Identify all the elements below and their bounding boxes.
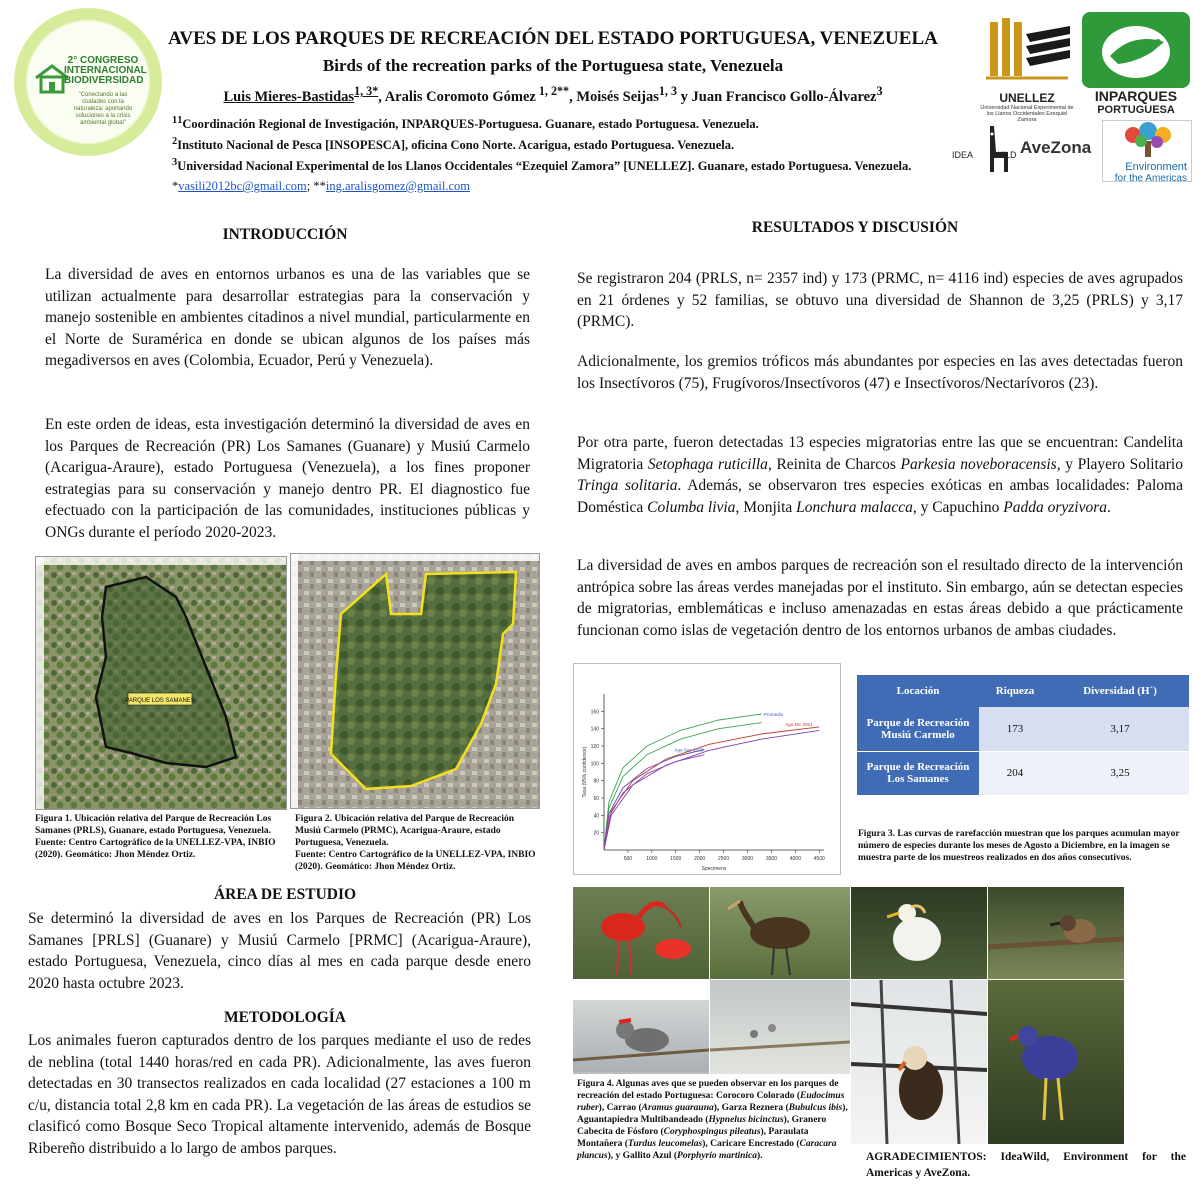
- table-header-diversidad: Diversidad (H´): [1051, 675, 1189, 707]
- efta-line1: Environment: [1125, 161, 1187, 173]
- chart-x-tick-label: 4500: [813, 856, 825, 862]
- chart-y-tick-label: 60: [593, 796, 599, 802]
- chart-annotation: Promedio: [763, 711, 784, 717]
- table-cell-location: Parque de Recreación Los Samanes: [857, 751, 979, 795]
- author-3: , Moisés Seijas: [569, 88, 659, 105]
- unellez-full: Universidad Nacional Experimental de los Llanos Occidentales Ezequiel Zamora: [980, 105, 1074, 123]
- affiliation-3: $^3$Universidad Nacional Experimental de los Llanos Occidentales “Ezequiel Zamora” [UNELLEZ]. Guanare, estado Portuguesa. Venezuela.: [172, 157, 912, 174]
- chart-x-tick-label: 2500: [718, 856, 730, 862]
- chart-y-tick-label: 120: [590, 744, 599, 750]
- table-cell-diversidad: 3,25: [1051, 751, 1189, 795]
- chart-y-tick-label: 160: [590, 709, 599, 716]
- author-4: y Juan Francisco Gollo-Álvarez: [677, 88, 877, 105]
- figure-1-map: [35, 556, 287, 810]
- author-2-sup: 1, 2**: [535, 84, 570, 98]
- figure-3-rarefaction-chart: [573, 663, 841, 875]
- resultados-paragraph-3: Por otra parte, fueron detectadas 13 especies migratorias entre las que se encuentran: Candelita Migratoria Setophaga ruticilla, Reinita de Charcos Parkesia noveboracensis, y Playero Solitario Tringa solitaria. Además, se observaron tres especies exóticas en ambas localidades: Paloma Doméstica Columba livia, Monjita Lonchura malacca, y Capuchino Padda oryzivora.: [577, 434, 1183, 516]
- figure-1-caption: Figura 1. Ubicación relativa del Parque de Recreación Los Samanes (PRLS), Guanare, estado Portuguesa, Venezuela. Fuente: Centro Cartográfico de la UNELLEZ-VPA, INBIO (2020). Geomático: Jhon Méndez Ortiz.: [35, 814, 276, 860]
- table-header-riqueza: Riqueza: [979, 675, 1051, 707]
- congress-line2: INTERNACIONAL: [64, 65, 147, 76]
- table-cell-riqueza: 204: [979, 751, 1051, 795]
- chart-x-tick-label: 1000: [646, 856, 658, 862]
- photo-pileated-finch-closeup: [573, 1000, 709, 1072]
- metodologia-heading: METODOLOGÍA: [223, 1009, 346, 1026]
- resultados-paragraph-2: Adicionalmente, los gremios tróficos más abundantes por especies en las aves detectadas fueron los Insectívoros (75), Frugívoros/Insectívoros (47) e Insectívoros/Nectarívoros (23).: [577, 353, 1183, 392]
- chart-x-tick-label: 1500: [670, 856, 682, 862]
- photo-scarlet-ibis: [573, 887, 709, 979]
- author-1-sup: 1, 3*: [354, 84, 379, 98]
- photo-puffbird: [988, 887, 1124, 979]
- metodologia-paragraph: Los animales fueron capturados dentro de los parques mediante el uso de redes de neblina (total 1440 horas/red en cada PR). Adicionalmente, las aves fueron detectadas en 30 transectos realizados en cada localidad (27 estaciones a 100 m c/u, distancia total 2,8 km en cada PR). La vegetación de las áreas de estudios se clasificó como Bosque Seco Tropical altamente intervenido, además de Bosque Ribereño distribuido a lo largo de ambos parques.: [28, 1032, 531, 1157]
- congress-line1: 2° CONGRESO: [67, 55, 139, 66]
- table-row: [857, 707, 1189, 751]
- intro-paragraph-1: La diversidad de aves en entornos urbanos es una de las variables que se utilizan actualmente para desarrollar estrategias para la conservación y manejo sostenible en ambientes citadinos a nivel mundial, particularmente en el Norte de Suramérica en donde se ubican algunos de los países más megadiversos en aves (Colombia, Ecuador, Perú y Venezuela).: [45, 266, 530, 369]
- poster-title: AVES DE LOS PARQUES DE RECREACIÓN DEL ESTADO PORTUGUESA, VENEZUELA: [168, 28, 938, 49]
- inparques-line2: PORTUGUESA: [1097, 104, 1175, 116]
- chart-x-tick-label: 4000: [789, 856, 801, 862]
- rarefaction-chart-svg: [574, 664, 842, 876]
- chart-x-tick-label: 500: [623, 856, 633, 862]
- unellez-name: UNELLEZ: [999, 91, 1055, 105]
- affiliations: [172, 112, 942, 175]
- author-1: Luis Mieres-Bastidas: [223, 88, 355, 105]
- area-estudio-paragraph: Se determinó la diversidad de aves en los Parques de Recreación (PR) Los Samanes [PRLS] (Guanare) y Musiú Carmelo [PRMC] (Acarigua-Araure), estado Portuguesa, Venezuela, cinco días al mes en cada parque desde enero 2020 hasta octubre 2023.: [28, 910, 531, 992]
- acknowledgements: AGRADECIMIENTOS: IdeaWild, Environment for the Americas y AveZona.: [866, 1151, 1186, 1179]
- chart-y-tick-label: 40: [593, 813, 599, 820]
- ideawild-text-2: WILD: [994, 150, 1017, 160]
- efta-line2: for the Americas: [1114, 173, 1187, 184]
- photo-limpkin: [710, 887, 850, 979]
- chart-series-line-6: [604, 755, 704, 850]
- resultados-paragraph-1: Se registraron 204 (PRLS, n= 2357 ind) y 173 (PRMC, n= 4116 ind) especies de aves agrupados en 21 órdenes y 52 familias, se obtuvo una diversidad de Shannon de 3,25 (PRLS) y 3,17 (PRMC).: [577, 270, 1183, 330]
- contact-emails: *vasili2012bc@gmail.com; **ing.aralisgomez@gmail.com: [172, 179, 470, 193]
- diversity-table: [857, 675, 1189, 796]
- resultados-heading: RESULTADOS Y DISCUSIÓN: [751, 219, 959, 236]
- park-label-samanes: PARQUE LOS SAMANES: [125, 698, 195, 704]
- figure-2-map: [290, 553, 540, 809]
- author-3-sup: 1, 3: [658, 84, 677, 98]
- chart-series-line-4: [604, 730, 819, 850]
- figure-3-caption: Figura 3. Las curvas de rarefacción muestran que los parques acumulan mayor número de especies durante los meses de Agosto a Diciembre, en la imagen se muestra parte de los muestreos realizados en dos años consecutivos.: [858, 829, 1180, 863]
- chart-annotation: Ago-Sep 2020: [674, 747, 704, 753]
- tree-icon: [1103, 121, 1193, 157]
- chart-x-tick-label: 3000: [741, 856, 754, 862]
- table-cell-diversidad: 3,17: [1051, 707, 1189, 751]
- inparques-logo: [1082, 12, 1190, 120]
- table-cell-location: Parque de Recreación Musiú Carmelo: [857, 707, 979, 751]
- congress-logo: [14, 8, 162, 156]
- figure-4-caption: Figura 4. Algunas aves que se pueden observar en los parques de recreación del estado Portuguesa: Corocoro Colorado (Eudocimus ruber), Carrao (Aramus guarauna), Garza Reznera (Bubulcus ibis), Aguantapiedra Multibandeado (Hypnelus bicinctus), Granero Cabecita de Fósforo (Coryphospingus pileatus), Paraulata Montañera (Turdus leucomelas), Caricare Encrestado (Caracara plancus), y Gallito Azul (Porphyrio martinica).: [577, 1079, 848, 1161]
- resultados-paragraph-4: La diversidad de aves en ambos parques de recreación son el resultado directo de la intervención antrópica sobre las áreas verdes manejadas por el instituto. Sin embargo, aún se detectan especies de migratorias, emblemáticas e incluso amenazadas en estas áreas debido a que prácticamente funcionan como islas de vegetación dentro de los entornos urbanos de ambas ciudades.: [577, 557, 1183, 639]
- chart-x-tick-label: 2000: [694, 856, 706, 862]
- author-4-sup: 3: [876, 84, 883, 98]
- intro-paragraph-2: En este orden de ideas, esta investigación determinó la diversidad de aves en los Parques de Recreación (PR) Los Samanes (Guanare) y Musiú Carmelo (Acarigua-Araure), estado Portuguesa (Venezuela), a los fines proponer estrategias para su conservación y manejo dentro PR. El diagnostico fue efectuado con la participación de las comunidades, instituciones públicas y ONGs durante el período 2020-2023.: [45, 416, 530, 541]
- chart-y-tick-label: 140: [590, 726, 599, 733]
- photo-purple-gallinule: [988, 980, 1124, 1144]
- authors: [168, 84, 938, 106]
- avezona-logo: AveZona: [1020, 138, 1092, 157]
- ideawild-logo: [952, 122, 1022, 180]
- email-link-2[interactable]: ing.aralisgomez@gmail.com: [325, 179, 470, 193]
- poster-subtitle: Birds of the recreation parks of the Portuguesa state, Venezuela: [322, 56, 784, 75]
- affiliation-1: $^{11}$Coordinación Regional de Investigación, INPARQUES-Portuguesa. Guanare, estado Portuguesa. Venezuela.: [172, 115, 759, 132]
- congress-line3: BIODIVERSIDAD: [64, 75, 144, 86]
- inparques-line1: INPARQUES: [1094, 88, 1178, 104]
- chart-series-line-1: [604, 714, 762, 850]
- photo-cattle-egret: [851, 887, 987, 979]
- affiliation-2: $^2$Instituto Nacional de Pesca [INSOPESCA], oficina Cono Norte. Acarigua, estado Portuguesa. Venezuela.: [172, 136, 735, 153]
- chart-annotation: Ago-Dic 2021: [785, 721, 813, 727]
- chart-x-tick-label: 3500: [765, 856, 777, 862]
- chart-y-label: Taxa (95% confidence): [582, 746, 588, 798]
- ideawild-text: IDEA: [952, 150, 974, 160]
- table-header-row: [857, 675, 1189, 707]
- chart-series-line-2: [604, 723, 762, 850]
- chart-series-line-3: [604, 727, 819, 850]
- author-2: , Aralis Coromoto Gómez: [378, 88, 536, 105]
- chart-y-tick-label: 100: [590, 761, 599, 768]
- unellez-emblem-icon: [980, 16, 1074, 86]
- photo-caracara: [851, 980, 987, 1144]
- chart-x-label: Specimens: [701, 866, 727, 872]
- email-link-1[interactable]: vasili2012bc@gmail.com: [178, 179, 307, 193]
- chart-y-tick-label: 80: [593, 778, 599, 785]
- unellez-logo: [980, 16, 1074, 122]
- figure-2-caption: Figura 2. Ubicación relativa del Parque de Recreación Musiú Carmelo (PRMC), Acarigua-Araure, estado Portuguesa, Venezuela. Fuente: Centro Cartográfico de la UNELLEZ-VPA, INBIO (2020). Geomático: Jhon Méndez Ortiz.: [295, 814, 536, 872]
- area-estudio-heading: ÁREA DE ESTUDIO: [213, 886, 357, 903]
- chart-y-tick-label: 20: [593, 830, 599, 837]
- table-row: [857, 751, 1189, 795]
- table-header-location: Locación: [857, 675, 979, 707]
- photo-pileated-finch: [710, 980, 850, 1074]
- environment-for-americas-logo: [1102, 120, 1192, 182]
- intro-heading: INTRODUCCIÓN: [222, 226, 348, 243]
- congress-tagline: "Conectando a las ciudades con la naturaleza: aportando soluciones a la crisis ambiental global": [73, 92, 133, 126]
- bird-emblem-icon: [1082, 12, 1190, 88]
- table-cell-riqueza: 173: [979, 707, 1051, 751]
